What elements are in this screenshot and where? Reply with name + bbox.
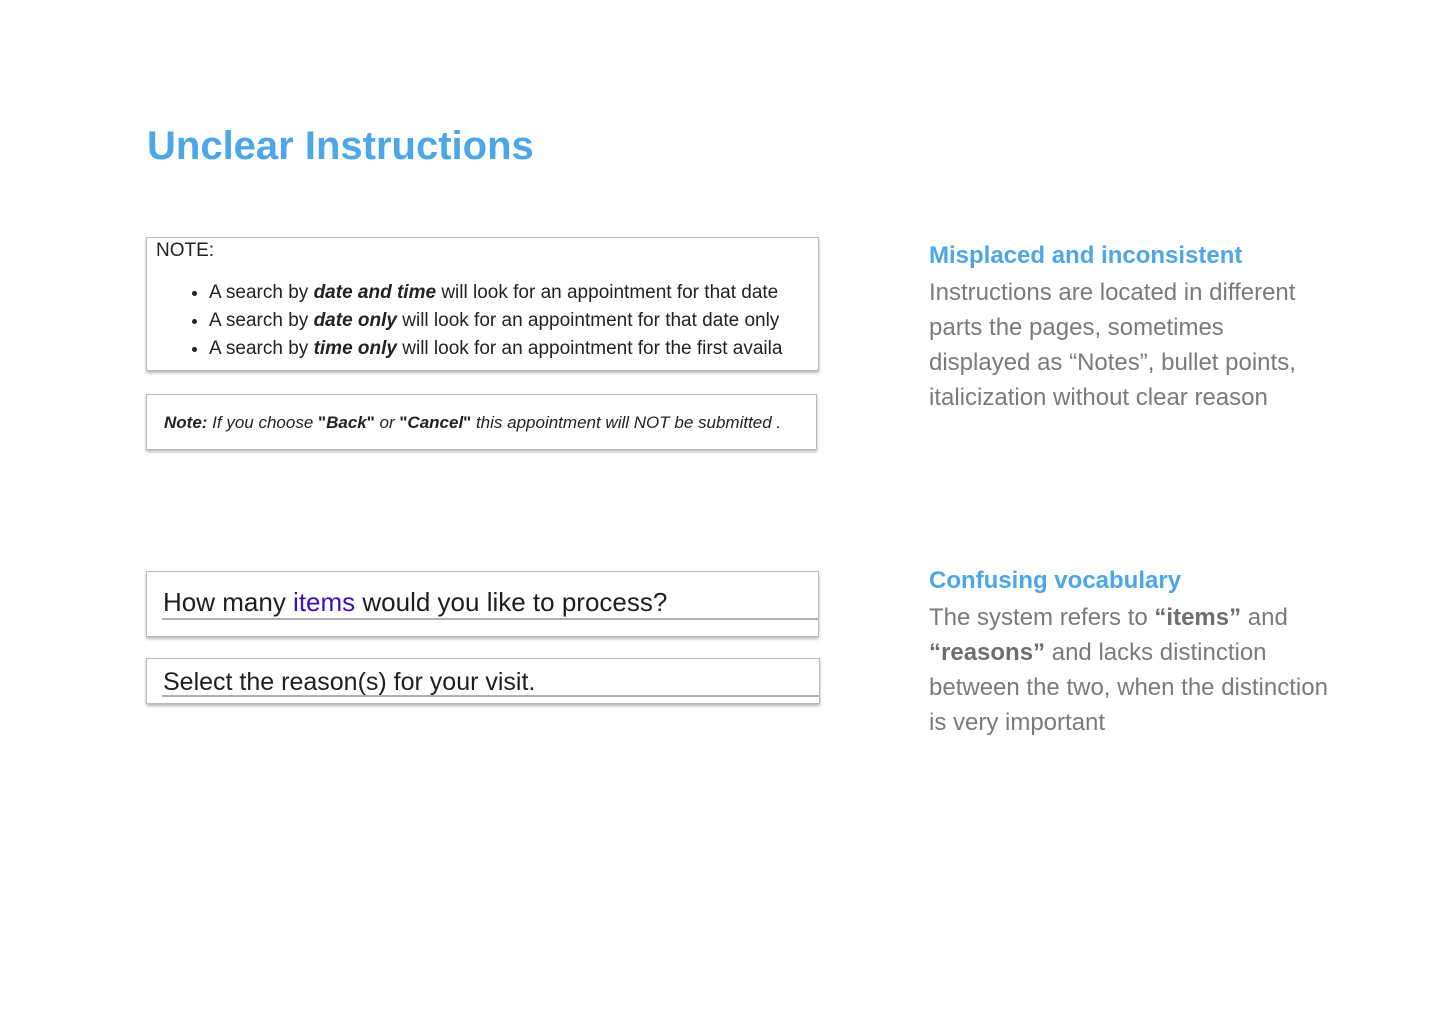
cancel-note-text-2: or <box>374 413 400 432</box>
note-bullet-date-and-time <box>209 279 782 307</box>
note-bullet-list <box>209 279 782 363</box>
bullet-prefix: A search by <box>209 338 314 359</box>
note-bullet-date-only <box>209 307 782 335</box>
note-vocabulary <box>929 565 1329 740</box>
note-body-text: The system refers to <box>929 604 1155 631</box>
reason-prompt-text: Select the reason(s) for your visit. <box>163 668 536 696</box>
note-body <box>929 600 1329 740</box>
reason-underline <box>162 695 819 697</box>
items-question-text <box>163 587 667 617</box>
quote-mark: " <box>366 413 375 432</box>
quote-mark: " <box>399 413 408 432</box>
note-label: NOTE: <box>156 240 215 261</box>
items-question-screenshot <box>146 571 819 637</box>
reason-prompt-screenshot <box>146 658 820 704</box>
note-body-text: and lacks distinction between the two, when the distinction is very important <box>929 639 1328 736</box>
page-title: Unclear Instructions <box>147 124 534 168</box>
note-body-text: and <box>1241 604 1288 631</box>
cancel-note-text <box>164 412 781 434</box>
note-bullet-time-only <box>209 335 782 363</box>
bullet-suffix: will look for an appointment for the first availa <box>396 338 783 359</box>
items-term: “items” <box>1154 604 1242 631</box>
cancel-note-text-3: this appointment will NOT be submitted . <box>471 413 782 432</box>
bullet-emphasis: date only <box>313 310 397 331</box>
bullet-suffix: will look for an appointment for that date <box>436 282 779 303</box>
note-misplaced <box>929 240 1329 415</box>
note-heading: Misplaced and inconsistent <box>929 242 1243 269</box>
quote-mark: " <box>463 413 472 432</box>
note-instructions-screenshot <box>146 237 819 371</box>
cancel-note-text-1: If you choose <box>207 413 319 432</box>
quote-mark: " <box>318 413 327 432</box>
question-prefix: How many <box>163 587 294 617</box>
question-suffix: would you like to process? <box>355 587 668 617</box>
bullet-suffix: will look for an appointment for that date only <box>396 310 780 331</box>
cancel-term: Cancel <box>407 413 464 432</box>
cancel-note-screenshot <box>146 394 817 450</box>
note-body: Instructions are located in different parts the pages, sometimes displayed as “Notes”, bullet points, italicization without clear reason <box>929 279 1296 411</box>
question-underline <box>162 618 818 620</box>
reasons-term: “reasons” <box>929 639 1046 666</box>
bullet-emphasis: time only <box>313 338 397 359</box>
note-heading: Confusing vocabulary <box>929 567 1182 594</box>
items-highlight: items <box>293 587 356 617</box>
bullet-prefix: A search by <box>209 282 314 303</box>
bullet-emphasis: date and time <box>313 282 437 303</box>
cancel-note-label: Note: <box>164 413 208 432</box>
bullet-prefix: A search by <box>209 310 314 331</box>
back-term: Back <box>326 413 367 432</box>
